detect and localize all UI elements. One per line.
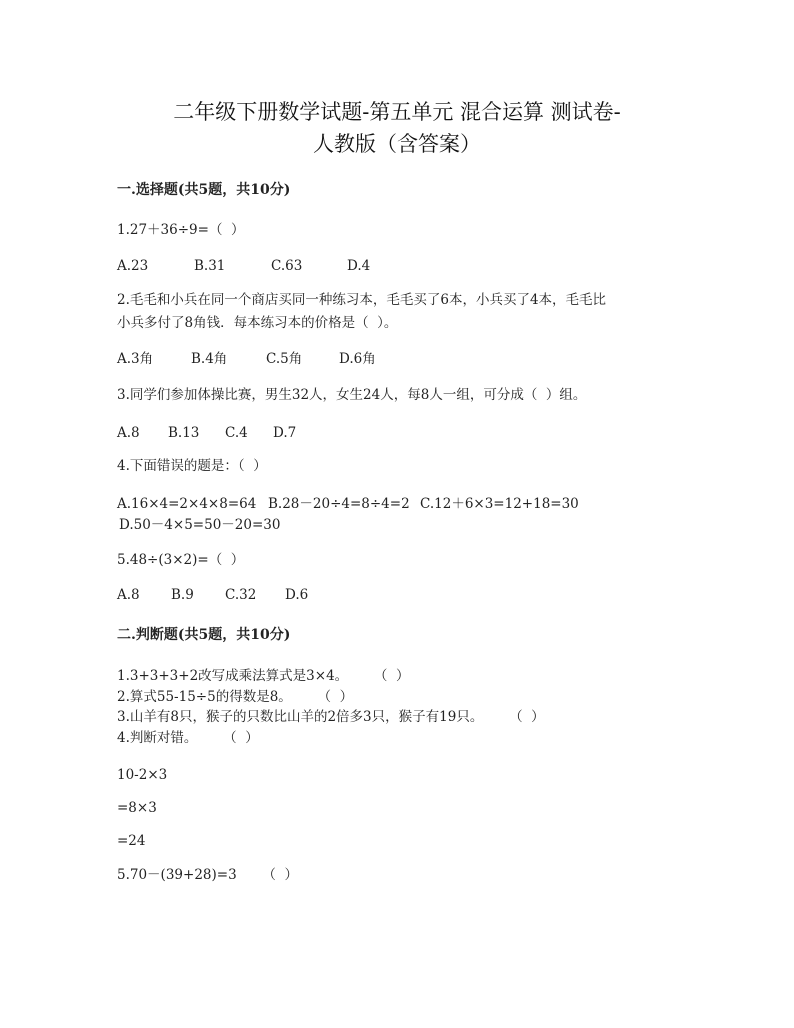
q4-option-c: C.12＋6×3=12+18=30 — [420, 496, 579, 512]
judge-question-2: 2.算式55-15÷5的得数是8。 （ ） — [117, 689, 354, 705]
q5-option-b: B.9 — [171, 587, 194, 603]
judge-question-1: 1.3+3+3+2改写成乘法算式是3×4。 （ ） — [117, 668, 410, 684]
calc-step-3: =24 — [117, 833, 146, 849]
question-3: 3.同学们参加体操比赛，男生32人，女生24人，每8人一组，可分成（ ）组。 — [117, 387, 587, 403]
section-heading-judge: 二.判断题(共5题，共10分) — [117, 627, 291, 643]
q4-option-b: B.28－20÷4=8÷4=2 — [268, 496, 410, 512]
q3-option-a: A.8 — [117, 425, 140, 441]
section-heading-choice: 一.选择题(共5题，共10分) — [117, 182, 291, 198]
q1-option-d: D.4 — [347, 258, 371, 274]
q1-option-a: A.23 — [117, 258, 149, 274]
question-1: 1.27＋36÷9=（ ） — [117, 222, 245, 238]
question-5: 5.48÷(3×2)=（ ） — [117, 552, 245, 568]
question-2-line-2: 小兵多付了8角钱．每本练习本的价格是（ ）。 — [117, 315, 398, 331]
q5-option-a: A.8 — [117, 587, 140, 603]
judge-question-4: 4.判断对错。 （ ） — [117, 730, 259, 746]
page-title-line-1: 二年级下册数学试题-第五单元 混合运算 测试卷- — [173, 100, 621, 124]
calc-step-2: =8×3 — [117, 800, 157, 816]
q3-option-c: C.4 — [225, 425, 248, 441]
judge-question-3: 3.山羊有8只，猴子的只数比山羊的2倍多3只，猴子有19只。 （ ） — [117, 709, 545, 725]
q1-option-b: B.31 — [194, 258, 226, 274]
judge-question-5: 5.70－(39+28)=3 （ ） — [117, 867, 298, 883]
q4-option-a: A.16×4=2×4×8=64 — [117, 496, 257, 512]
q4-option-d: D.50－4×5=50－20=30 — [119, 517, 281, 533]
q2-option-c: C.5角 — [266, 351, 303, 367]
q3-option-b: B.13 — [168, 425, 200, 441]
q5-option-c: C.32 — [225, 587, 257, 603]
q5-option-d: D.6 — [285, 587, 309, 603]
calc-step-1: 10-2×3 — [117, 767, 168, 783]
question-4: 4.下面错误的题是：（ ） — [117, 458, 267, 474]
q2-option-b: B.4角 — [191, 351, 228, 367]
q2-option-a: A.3角 — [117, 351, 154, 367]
q1-option-c: C.63 — [271, 258, 303, 274]
page-title-line-2: 人教版（含答案） — [313, 132, 481, 156]
question-2-line-1: 2.毛毛和小兵在同一个商店买同一种练习本，毛毛买了6本，小兵买了4本，毛毛比 — [117, 292, 607, 308]
q2-option-d: D.6角 — [339, 351, 376, 367]
q3-option-d: D.7 — [273, 425, 297, 441]
